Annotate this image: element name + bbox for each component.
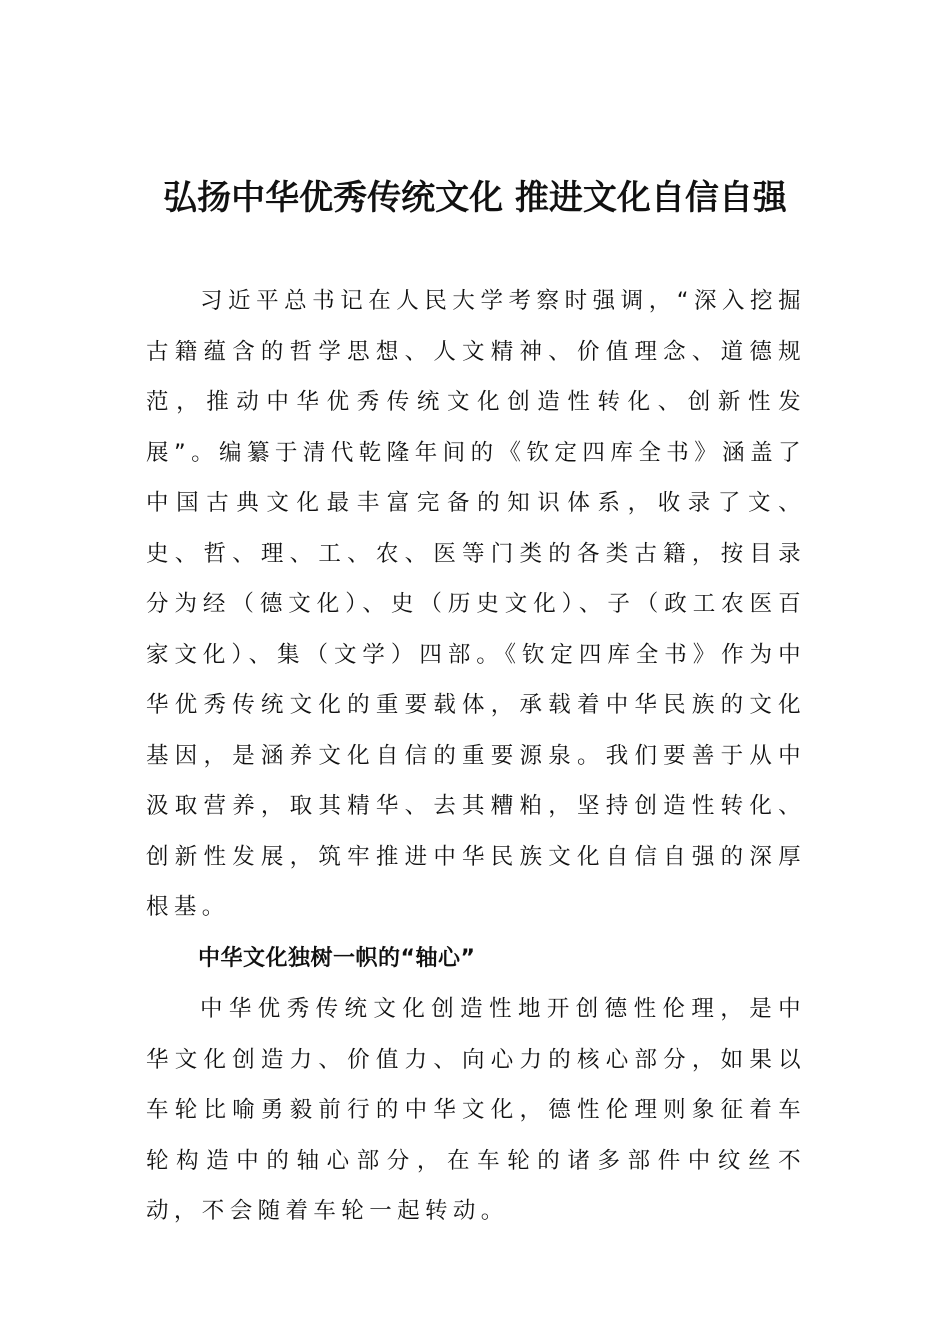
document-title: 弘扬中华优秀传统文化 推进文化自信自强 [163,178,787,218]
section-heading: 中华文化独树一帜的“轴心” [198,945,476,971]
paragraph-axis: 中华优秀传统文化创造性地开创德性伦理，是中华文化创造力、价值力、向心力的核心部分，如果以车轮比喻勇毅前行的中华文化，德性伦理则象征着车轮构造中的轴心部分，在车轮的诸多部件中纹丝不动，不会随着车轮一起转动。 [146,996,806,1224]
paragraph-intro: 习近平总书记在人民大学考察时强调，“深入挖掘古籍蕴含的哲学思想、人文精神、价值理念、道德规范，推动中华优秀传统文化创造性转化、创新性发展”。编纂于清代乾隆年间的《钦定四库全书》涵盖了中国古典文化最丰富完备的知识体系，收录了文、史、哲、理、工、农、医等门类的各类古籍，按目录分为经（德文化）、史（历史文化）、子（政工农医百家文化）、集（文学）四部。《钦定四库全书》作为中华优秀传统文化的重要载体，承载着中华民族的文化基因，是涵养文化自信的重要源泉。我们要善于从中汲取营养，取其精华、去其糟粕，坚持创造性转化、创新性发展，筑牢推进中华民族文化自信自强的深厚根基。 [146,288,806,920]
document-body [146,276,806,1237]
